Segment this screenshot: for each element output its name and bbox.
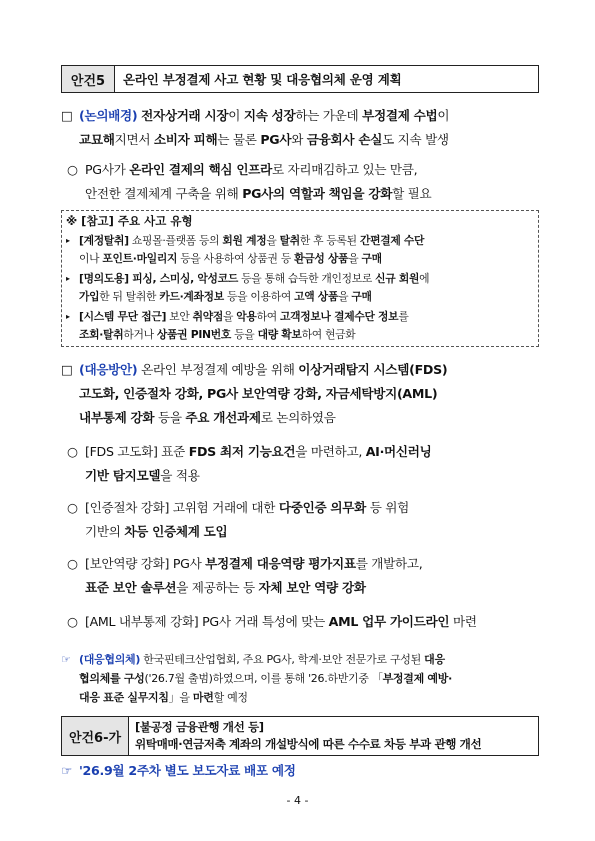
agenda6-tag: 안건6-가 xyxy=(62,717,129,755)
auth-paragraph: ○ [인증절차 강화] 고위험 거래에 대한 다중인증 의무화 등 위험 기반의 차등 인증체계 도입 xyxy=(67,496,409,544)
square-bullet-icon: □ xyxy=(61,362,73,377)
ref-item-system-intrusion: ▸ [시스템 무단 접근] 보안 취약점을 악용하여 고객정보나 결제수단 정보를 조회·탈취하거나 상품권 PIN번호 등을 대량 확보하여 현금화 xyxy=(66,310,409,341)
agenda5-title: 온라인 부정결제 사고 현황 및 대응협의체 운영 계획 xyxy=(123,72,402,87)
reference-box xyxy=(61,210,539,347)
aml-paragraph: ○ [AML 내부통제 강화] PG사 거래 특성에 맞는 AML 업무 가이드라인 마련 xyxy=(67,610,477,634)
ref-item-identity-theft: ▸ [명의도용] 피싱, 스미싱, 악성코드 등을 통해 습득한 개인정보로 신규 회원에 가입한 뒤 탈취한 카드·계좌정보 등을 이용하여 고액 상품을 구매 xyxy=(66,272,430,303)
triangle-bullet-icon: ▸ xyxy=(66,236,70,245)
circle-bullet-icon: ○ xyxy=(67,500,78,515)
response-paragraph: □ (대응방안) 온라인 부정결제 예방을 위해 이상거래탐지 시스템(FDS) 고도화, 인증절차 강화, PG사 보안역량 강화, 자금세탁방지(AML) 내부통제 강화 등을 주요 개선과제로 논의하였음 xyxy=(61,358,447,430)
pointing-hand-icon: ☞ xyxy=(61,763,72,778)
pointing-hand-icon: ☞ xyxy=(61,653,71,666)
page-number: - 4 - xyxy=(286,794,309,807)
agenda6-title: [불공정 금융관행 개선 등] 위탁매매·연금저축 계좌의 개설방식에 따른 수수료 차등 부과 관행 개선 xyxy=(135,720,482,751)
council-note: ☞ (대응협의체) 한국핀테크산업협회, 주요 PG사, 학계·보안 전문가로 구성된 대응 협의체를 구성('26.7월 출범)하였으며, 이를 통해 '26.하반기중 「부정결제 예방· 대응 표준 실무지침」을 마련할 예정 xyxy=(61,650,452,707)
background-paragraph: □ (논의배경) 전자상거래 시장이 지속 성장하는 가운데 부정결제 수법이 교묘해지면서 소비자 피해는 물론 PG사와 금융회사 손실도 지속 발생 xyxy=(61,104,449,152)
agenda5-header xyxy=(61,65,539,93)
triangle-bullet-icon: ▸ xyxy=(66,312,70,321)
circle-bullet-icon: ○ xyxy=(67,614,78,629)
press-note: ☞ '26.9월 2주차 별도 보도자료 배포 예정 xyxy=(61,759,296,783)
pg-paragraph: ○ PG사가 온라인 결제의 핵심 인프라로 자리매김하고 있는 만큼, 안전한 결제체계 구축을 위해 PG사의 역할과 책임을 강화할 필요 xyxy=(67,158,431,206)
ref-item-account-takeover: ▸ [계정탈취] 쇼핑몰·플랫폼 등의 회원 계정을 탈취한 후 등록된 간편결제 수단 이나 포인트·마일리지 등을 사용하여 상품권 등 환금성 상품을 구매 xyxy=(66,234,425,265)
circle-bullet-icon: ○ xyxy=(67,162,78,177)
square-bullet-icon: □ xyxy=(61,108,73,123)
triangle-bullet-icon: ▸ xyxy=(66,274,70,283)
security-paragraph: ○ [보안역량 강화] PG사 부정결제 대응역량 평가지표를 개발하고, 표준 보안 솔루션을 제공하는 등 자체 보안 역량 강화 xyxy=(67,552,422,600)
circle-bullet-icon: ○ xyxy=(67,556,78,571)
circle-bullet-icon: ○ xyxy=(67,444,78,459)
agenda5-tag: 안건5 xyxy=(62,66,115,92)
agenda6-header xyxy=(61,716,539,756)
reference-heading: ※ [참고] 주요 사고 유형 xyxy=(66,214,193,228)
fds-paragraph: ○ [FDS 고도화] 표준 FDS 최저 기능요건을 마련하고, AI·머신러닝 기반 탐지모델을 적용 xyxy=(67,440,432,488)
